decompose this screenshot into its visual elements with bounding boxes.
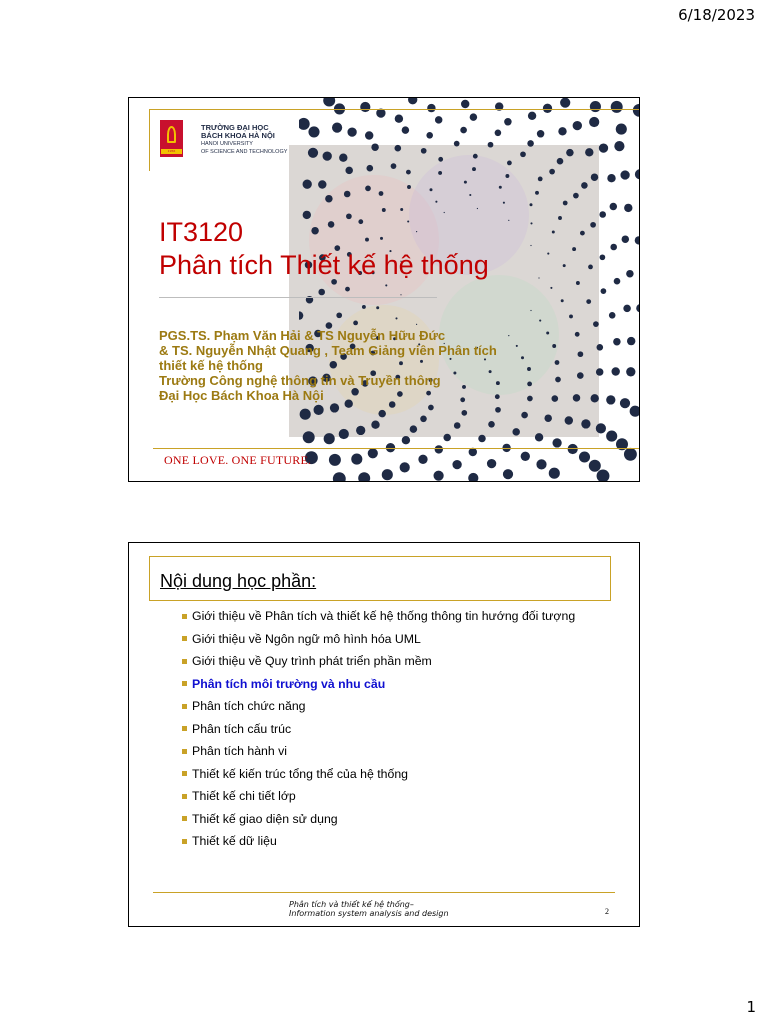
decorative-dot [558, 127, 566, 135]
decorative-dot [487, 459, 496, 468]
decorative-dot [395, 145, 402, 152]
decorative-dot [577, 372, 584, 379]
course-contents-list [182, 605, 575, 853]
decorative-dot [613, 338, 621, 346]
list-item-label: Thiết kế chi tiết lớp [192, 789, 296, 804]
slide-page-number: 2 [605, 907, 609, 916]
decorative-dot [382, 469, 393, 480]
decorative-dot [385, 284, 387, 286]
decorative-dot [435, 445, 443, 453]
decorative-dot [318, 289, 325, 296]
footer-rule [153, 892, 615, 893]
decorative-dot [614, 141, 624, 151]
decorative-dot [538, 177, 543, 182]
decorative-dot [356, 426, 365, 435]
decorative-dot [536, 459, 546, 469]
decorative-dot [507, 161, 512, 166]
decorative-dot [469, 448, 477, 456]
decorative-dot [470, 113, 478, 121]
square-bullet-icon [182, 816, 187, 821]
decorative-dot [299, 118, 310, 130]
decorative-dot [362, 305, 366, 309]
decorative-dot [530, 222, 532, 224]
decorative-dot [426, 132, 433, 139]
decorative-dot [391, 163, 397, 169]
decorative-dot [365, 186, 371, 192]
decorative-dot [614, 278, 621, 285]
list-item-label: Thiết kế kiến trúc tổng thể của hệ thống [192, 766, 409, 781]
decorative-dot [444, 212, 445, 213]
list-item-label: Phân tích môi trường và nhu cầu [192, 676, 386, 691]
list-item [182, 830, 575, 853]
decorative-dot [565, 416, 573, 424]
decorative-dot [371, 143, 379, 151]
decorative-dot [332, 123, 342, 133]
decorative-dot [314, 405, 324, 415]
slide-footer [289, 900, 449, 918]
decorative-dot [408, 98, 417, 104]
decorative-dot [345, 167, 353, 175]
decorative-dot [325, 195, 333, 203]
decorative-dot [581, 182, 588, 189]
decorative-dot [599, 143, 608, 152]
decorative-dot [528, 112, 536, 120]
list-item [182, 628, 575, 651]
decorative-dot [308, 126, 319, 137]
decorative-dot [589, 460, 601, 472]
authors-block [159, 328, 529, 403]
decorative-dot [472, 167, 476, 171]
decorative-dot [563, 201, 568, 206]
decorative-dot [560, 98, 570, 108]
list-item-label: Phân tích hành vi [192, 744, 288, 759]
decorative-dot [624, 204, 632, 212]
decorative-dot [435, 201, 437, 203]
footer-rule [153, 448, 639, 449]
decorative-dot [418, 455, 427, 464]
decorative-dot [495, 130, 502, 137]
decorative-dot [616, 124, 627, 135]
decorative-dot [330, 403, 339, 412]
decorative-dot [557, 158, 564, 165]
decorative-dot [622, 235, 630, 243]
decorative-dot [365, 238, 369, 242]
decorative-dot [402, 436, 410, 444]
decorative-dot [368, 448, 378, 458]
decorative-dot [336, 312, 342, 318]
decorative-dot [318, 180, 326, 188]
list-item-label: Giới thiệu về Quy trình phát triển phần mềm [192, 654, 432, 669]
decorative-dot [521, 452, 530, 461]
logo-stamp: 1956 [161, 149, 182, 154]
decorative-dot [521, 412, 528, 419]
decorative-dot [504, 118, 512, 126]
square-bullet-icon [182, 794, 187, 799]
university-name-en-2: OF SCIENCE AND TECHNOLOGY [201, 149, 288, 155]
list-item [182, 718, 575, 741]
decorative-dot [328, 221, 335, 228]
list-item [182, 808, 575, 831]
list-item-label: Phân tích cấu trúc [192, 721, 292, 736]
decorative-dot [575, 332, 580, 337]
authors-line: PGS.TS. Phạm Văn Hải & TS Nguyễn Hữu Đức [159, 328, 446, 343]
square-bullet-icon [182, 726, 187, 731]
decorative-dot [406, 170, 411, 175]
decorative-dot [636, 304, 640, 312]
university-name-en-1: HANOI UNIVERSITY [201, 141, 253, 147]
decorative-dot [610, 203, 618, 211]
decorative-dot [578, 351, 584, 357]
square-bullet-icon [182, 749, 187, 754]
university-name [201, 124, 287, 156]
decorative-dot [609, 312, 616, 319]
decorative-dot [452, 460, 461, 469]
decorative-dot [400, 462, 410, 472]
decorative-dot [612, 367, 620, 375]
decorative-dot [378, 410, 386, 418]
decorative-dot [549, 468, 560, 479]
decorative-dot [588, 265, 593, 270]
decorative-dot [495, 407, 501, 413]
decorative-dot [552, 395, 559, 402]
decorative-dot [460, 127, 467, 134]
decorative-dot [635, 169, 640, 179]
decorative-dot [351, 454, 362, 465]
decorative-dot [555, 377, 561, 383]
decorative-dot [468, 473, 478, 482]
decorative-dot [473, 154, 478, 159]
decorative-dot [579, 451, 590, 462]
decorative-dot-pattern [299, 98, 640, 482]
list-item [182, 695, 575, 718]
decorative-dot [434, 471, 444, 481]
decorative-dot [512, 428, 520, 436]
title-box [149, 556, 611, 601]
square-bullet-icon [182, 636, 187, 641]
decorative-dot [505, 174, 509, 178]
decorative-dot [573, 394, 581, 402]
page-number: 1 [746, 998, 756, 1016]
list-item [182, 650, 575, 673]
list-item [182, 763, 575, 786]
decorative-dot [464, 181, 467, 184]
decorative-dot [530, 203, 533, 206]
decorative-dot [428, 405, 434, 411]
authors-line: Trường Công nghệ thông tin và Truyền thông [159, 373, 441, 388]
decorative-dot [303, 431, 315, 443]
decorative-dot [620, 398, 630, 408]
list-item-label: Thiết kế dữ liệu [192, 834, 277, 849]
decorative-dot [376, 306, 379, 309]
decorative-dot [454, 141, 460, 147]
decorative-dot [597, 469, 610, 482]
decorative-dot [339, 429, 349, 439]
slide-contents [128, 542, 640, 927]
decorative-dot [601, 288, 607, 294]
authors-line: Đại Học Bách Khoa Hà Nội [159, 388, 324, 403]
slide-title [128, 97, 640, 482]
decorative-dot [438, 171, 442, 175]
square-bullet-icon [182, 704, 187, 709]
decorative-dot [539, 320, 541, 322]
decorative-dot [461, 410, 467, 416]
authors-line: thiết kế hệ thống [159, 358, 263, 373]
decorative-dot [469, 194, 471, 196]
decorative-dot [346, 213, 352, 219]
decorative-dot [323, 151, 332, 160]
decorative-dot [508, 220, 509, 221]
decorative-dot [544, 414, 552, 422]
decorative-dot [633, 104, 640, 117]
decorative-dot [599, 211, 606, 218]
decorative-dot [537, 130, 545, 138]
decorative-dot [300, 409, 311, 420]
decorative-dot [538, 277, 539, 278]
decorative-dot [550, 287, 552, 289]
decorative-dot [407, 220, 409, 222]
decorative-dot [606, 431, 617, 442]
decorative-dot [561, 299, 564, 302]
decorative-dot [353, 321, 358, 326]
decorative-dot [623, 305, 631, 313]
list-item-label: Giới thiệu về Phân tích và thiết kế hệ thống thông tin hướng đối tượng [192, 609, 576, 624]
slide-title: Nội dung học phần: [160, 571, 317, 591]
decorative-dot [367, 165, 374, 172]
decorative-dot [339, 154, 347, 162]
decorative-dot [527, 140, 534, 147]
decorative-dot [549, 169, 555, 175]
square-bullet-icon [182, 771, 187, 776]
decorative-dot [573, 193, 579, 199]
decorative-dot [454, 422, 461, 429]
course-title: Phân tích Thiết kế hệ thống [159, 250, 489, 280]
footer-line: Phân tích và thiết kế hệ thống– [289, 900, 414, 909]
decorative-dot [395, 317, 397, 319]
university-name-vn-2: BÁCH KHOA HÀ NỘI [201, 131, 275, 140]
decorative-dot [590, 101, 601, 112]
decorative-dot [596, 423, 606, 433]
decorative-dot [488, 142, 494, 148]
decorative-dot [547, 253, 549, 255]
decorative-dot [563, 264, 566, 267]
decorative-dot [555, 360, 560, 365]
list-item [182, 740, 575, 763]
square-bullet-icon [182, 681, 187, 686]
decorative-dot [581, 419, 590, 428]
decorative-dot [572, 247, 576, 251]
header-rule [149, 109, 639, 110]
list-item-label: Thiết kế giao diện sử dụng [192, 811, 338, 826]
footer-line: Information system analysis and design [289, 909, 449, 918]
decorative-dot [596, 368, 604, 376]
decorative-dot [478, 435, 486, 443]
decorative-dot [535, 433, 543, 441]
decorative-dot [402, 126, 410, 134]
decorative-dot [382, 208, 386, 212]
university-name-vn-1: TRƯỜNG ĐẠI HỌC [201, 123, 269, 132]
decorative-dot [311, 227, 319, 235]
decorative-dot [593, 321, 599, 327]
decorative-dot [607, 174, 615, 182]
decorative-dot [576, 281, 580, 285]
university-logo [160, 120, 183, 157]
square-bullet-icon [182, 614, 187, 619]
decorative-dot [379, 191, 384, 196]
decorative-dot [303, 180, 312, 189]
decorative-dot [303, 211, 311, 219]
decorative-dot [558, 216, 562, 220]
decorative-dot [552, 438, 561, 447]
page-date: 6/18/2023 [678, 6, 755, 24]
decorative-dot [299, 311, 303, 319]
decorative-dot [627, 337, 635, 345]
list-item [182, 605, 575, 628]
list-item-active [182, 673, 575, 696]
decorative-dot [597, 344, 604, 351]
decorative-dot [624, 448, 637, 461]
decorative-dot [347, 127, 356, 136]
decorative-dot [421, 148, 427, 154]
decorative-dot [530, 245, 531, 246]
decorative-dot [566, 149, 574, 157]
decorative-dot [416, 231, 417, 232]
list-item [182, 785, 575, 808]
decorative-dot [611, 101, 623, 113]
decorative-dot [360, 102, 370, 112]
decorative-dot [546, 332, 549, 335]
decorative-dot [438, 157, 443, 162]
decorative-dot [324, 433, 335, 444]
square-bullet-icon [182, 659, 187, 664]
decorative-dot [503, 469, 513, 479]
decorative-dot [400, 294, 401, 295]
decorative-dot [488, 421, 495, 428]
decorative-dot [591, 394, 599, 402]
decorative-dot [323, 98, 335, 107]
course-code: IT3120 [159, 217, 244, 247]
decorative-dot [477, 208, 478, 209]
decorative-dot [569, 314, 573, 318]
authors-line: & TS. Nguyễn Nhật Quang , Team Giảng viên Phân tích [159, 343, 497, 358]
decorative-dot [535, 191, 539, 195]
title-divider [159, 297, 437, 298]
decorative-dot [590, 222, 596, 228]
list-item-label: Phân tích chức năng [192, 699, 306, 714]
decorative-dot [600, 254, 606, 260]
decorative-dot [420, 416, 427, 423]
decorative-dot [620, 170, 629, 179]
header-side-rule [149, 109, 150, 171]
decorative-dot [345, 287, 350, 292]
decorative-dot [358, 472, 370, 482]
decorative-dot [461, 100, 469, 108]
decorative-dot [586, 299, 591, 304]
decorative-dot [591, 173, 599, 181]
decorative-dot [520, 151, 526, 157]
decorative-dot [358, 219, 363, 224]
slogan: ONE LOVE. ONE FUTURE. [164, 453, 312, 467]
decorative-dot [585, 148, 593, 156]
decorative-dot [552, 344, 556, 348]
decorative-dot [380, 237, 383, 240]
decorative-dot [443, 434, 451, 442]
decorative-dot [552, 231, 555, 234]
decorative-dot [530, 310, 531, 311]
decorative-dot [329, 454, 341, 466]
decorative-dot [589, 117, 599, 127]
decorative-dot [606, 395, 615, 404]
decorative-dot [308, 148, 318, 158]
decorative-dot [610, 244, 617, 251]
decorative-dot [630, 406, 640, 417]
decorative-dot [635, 236, 640, 244]
decorative-dot [344, 191, 351, 198]
list-item-label: Giới thiệu về Ngôn ngữ mô hình hóa UML [192, 631, 421, 646]
logo-emblem-icon [167, 126, 176, 143]
decorative-dot [430, 188, 433, 191]
decorative-dot [580, 231, 585, 236]
decorative-dot [435, 116, 443, 124]
decorative-dot [365, 131, 373, 139]
decorative-dot [499, 186, 502, 189]
decorative-dot [416, 324, 417, 325]
decorative-dot [568, 444, 578, 454]
decorative-dot [573, 121, 582, 130]
decorative-dot [626, 367, 635, 376]
decorative-dot [333, 472, 346, 482]
decorative-dot [395, 115, 403, 123]
decorative-dot [410, 425, 418, 433]
decorative-dot [400, 208, 403, 211]
decorative-dot [371, 421, 379, 429]
square-bullet-icon [182, 839, 187, 844]
decorative-dot [503, 202, 505, 204]
decorative-dot [407, 185, 411, 189]
decorative-dot [626, 270, 634, 278]
